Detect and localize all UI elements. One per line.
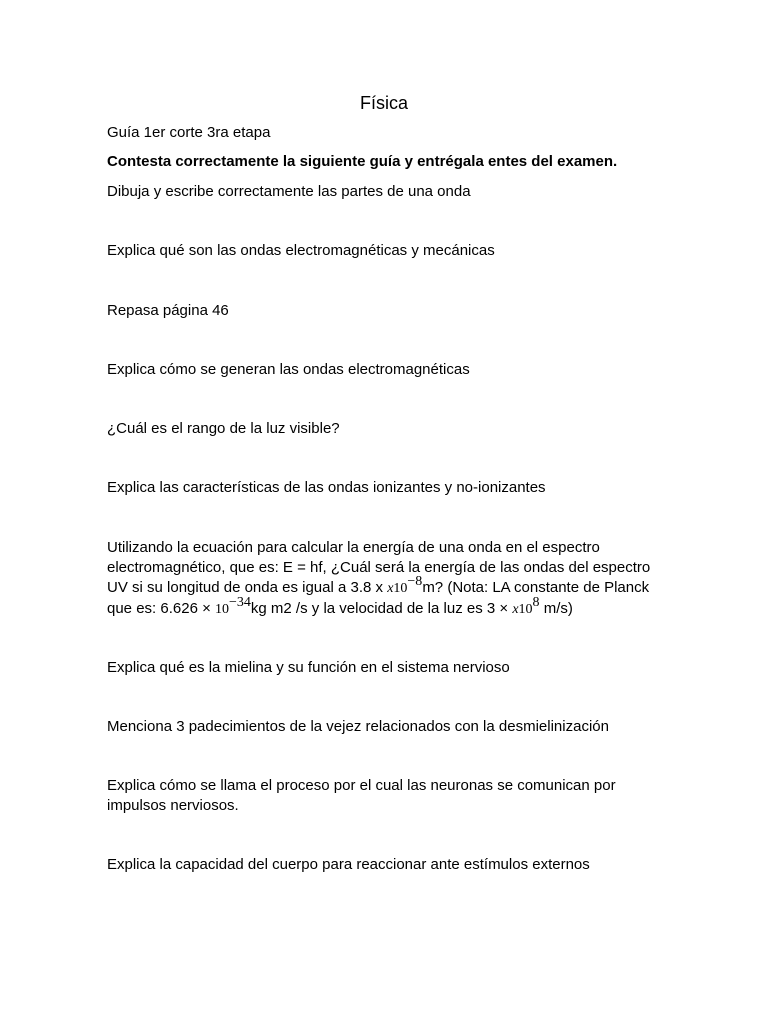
energy-question-text: m? (Nota: LA constante de Planck [422,579,650,596]
energy-question-text: que es: 6.626 × [107,600,216,617]
energy-question-text: UV si su longitud de onda es igual a 3.8 x [107,579,388,596]
times-symbol: x [512,602,519,617]
wavelength-exponent: −8 [407,574,423,589]
energy-question-line: Utilizando la ecuación para calcular la energía de una onda en el espectro [107,539,600,556]
document-title: Física [359,93,408,113]
process-question-line: impulsos nerviosos. [107,797,239,814]
energy-question-line: electromagnético, que es: E = hf, ¿Cuál será la energía de las ondas del espectro [107,559,651,576]
question-visible-light-range: ¿Cuál es el rango de la luz visible? [107,420,340,437]
document-subtitle: Guía 1er corte 3ra etapa [107,124,271,141]
question-em-generation: Explica cómo se generan las ondas electromagnéticas [107,361,470,378]
question-neuron-communication [107,776,667,816]
energy-question-line [107,574,667,599]
planck-exponent: −34 [229,595,251,610]
energy-question-line [107,595,667,620]
process-question-line: Explica cómo se llama el proceso por el cual las neuronas se comunican por [107,777,616,794]
question-em-mechanical-waves: Explica qué son las ondas electromagnéticas y mecánicas [107,242,495,259]
power-base: 10 [518,602,533,617]
energy-question-text: kg m2 /s y la velocidad de la luz es 3 × [250,600,513,617]
light-speed-exponent: 8 [532,595,540,610]
question-body-stimuli: Explica la capacidad del cuerpo para reaccionar ante estímulos externos [107,856,590,873]
question-demyelination: Menciona 3 padecimientos de la vejez relacionados con la desmielinización [107,718,609,735]
question-ionizing-waves: Explica las características de las ondas ionizantes y no-ionizantes [107,479,546,496]
question-wave-parts: Dibuja y escribe correctamente las partes de una onda [107,183,471,200]
power-base: 10 [393,581,408,596]
instruction-text: Contesta correctamente la siguiente guía y entrégala entes del examen. [107,153,618,170]
question-energy-calculation [107,538,667,620]
energy-question-text: m/s) [539,600,573,617]
question-myelin: Explica qué es la mielina y su función en el sistema nervioso [107,659,510,676]
times-symbol: x [387,581,394,596]
power-base: 10 [215,602,230,617]
question-review-page: Repasa página 46 [107,302,229,319]
